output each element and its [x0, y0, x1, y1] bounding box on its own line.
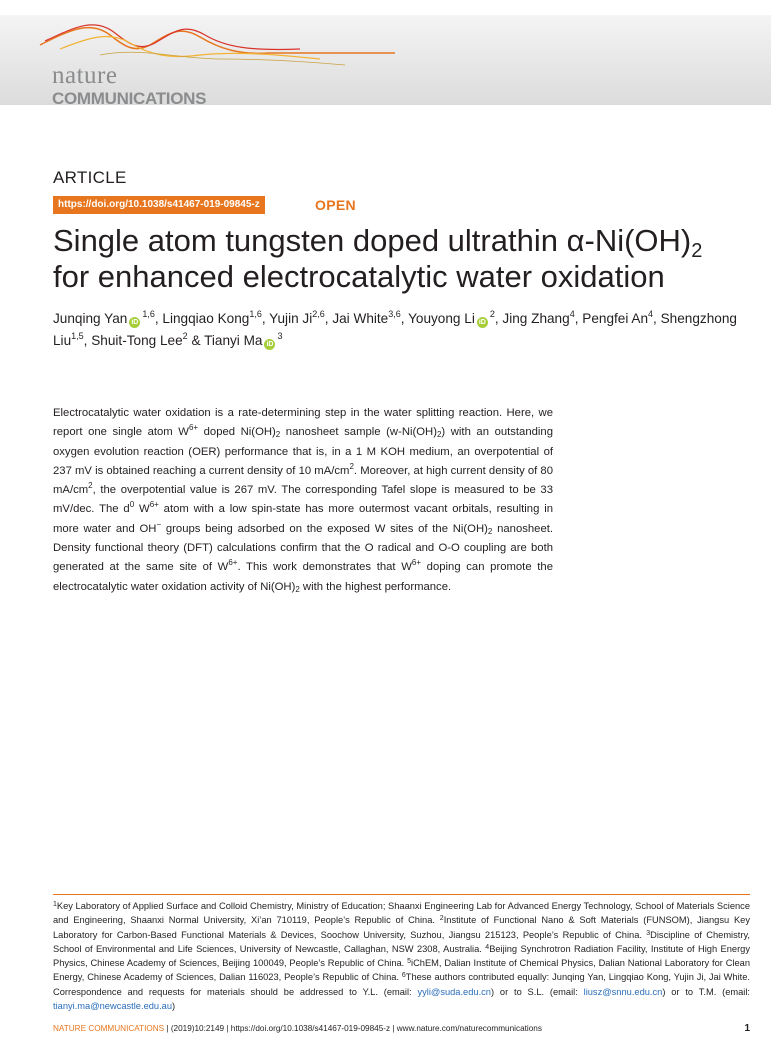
- superscript: 3: [646, 929, 651, 937]
- email-link[interactable]: tianyi.ma@newcastle.edu.au: [53, 1001, 172, 1012]
- superscript: 0: [129, 500, 135, 510]
- text-run: ): [172, 1001, 176, 1012]
- author-affiliation-sup: 3: [277, 331, 283, 341]
- text-run: Discipline of Chemistry, School of Environmental and Life Sciences, University of Newcastle, Callaghan, NSW 2308, Australia.: [53, 929, 750, 954]
- title-line1: Single atom tungsten doped ultrathin α-Ni(OH): [53, 223, 692, 258]
- author-name[interactable]: Youyong Li: [408, 311, 475, 326]
- footnote-divider: [53, 894, 750, 895]
- text-run: Key Laboratory of Applied Surface and Colloid Chemistry, Ministry of Education; Shaanxi Engineering Lab for Advanced Energy Technology, School of Materials Science and Engineering, Shaanxi Normal University, Xi’an 710119, People’s Republic of China.: [53, 901, 750, 926]
- text-run: Beijing Synchrotron Radiation Facility, Institute of High Energy Physics, Chinese Academy of Sciences, Beijing 100049, People’s Republic of China.: [53, 943, 750, 969]
- logo-communications-text: COMMUNICATIONS: [52, 89, 207, 105]
- text-run: nanosheet sample (w-Ni(OH): [280, 426, 437, 439]
- author-separator: &: [187, 333, 205, 348]
- superscript: 6+: [228, 558, 238, 568]
- text-run: with the highest performance.: [299, 580, 452, 593]
- author-name[interactable]: Lingqiao Kong: [162, 311, 250, 326]
- author-separator: ,: [83, 333, 92, 348]
- page-number: 1: [744, 1023, 750, 1034]
- article-title: [53, 223, 753, 295]
- superscript: 6+: [411, 558, 422, 568]
- text-run: ) or to S.L. (email:: [490, 986, 584, 997]
- superscript: 6+: [149, 500, 159, 510]
- text-run: iChEM, Dalian Institute of Chemical Physics, Dalian National Laboratory for Clean Energy, Chinese Academy of Sciences, Dalian 116023, People’s Republic of China.: [53, 958, 751, 983]
- superscript: 1: [53, 901, 57, 908]
- author-separator: ,: [261, 311, 270, 326]
- text-run: doping can promote the electrocatalytic water oxidation activity of Ni(OH): [53, 561, 553, 593]
- text-run: doped Ni(OH): [198, 426, 276, 439]
- subscript: 2: [487, 526, 493, 536]
- author-affiliation-sup: 2: [182, 331, 188, 341]
- text-run: W: [134, 503, 150, 516]
- author-affiliation-sup: 4: [569, 309, 575, 319]
- superscript: 6: [401, 972, 406, 980]
- author-affiliation-sup: 1,5: [71, 331, 84, 341]
- superscript: 2: [439, 915, 444, 923]
- author-affiliation-sup: 1,6: [249, 309, 262, 319]
- orcid-icon[interactable]: iD: [478, 319, 486, 326]
- author-name[interactable]: Pengfei An: [582, 311, 649, 326]
- journal-banner: [0, 15, 771, 105]
- superscript: 2: [88, 481, 93, 491]
- author-name[interactable]: Shengzhong Liu: [53, 311, 737, 348]
- author-name[interactable]: Jai White: [332, 311, 389, 326]
- author-name[interactable]: Jing Zhang: [502, 311, 570, 326]
- email-link[interactable]: liusz@snnu.edu.cn: [583, 986, 663, 997]
- footer-citation: | (2019)10:2149 | https://doi.org/10.1038/s41467-019-09845-z | www.nature.com/naturecommunications: [166, 1024, 542, 1033]
- subscript: 2: [295, 584, 300, 594]
- text-run: . Moreover, at high current density of 80 mA/cm: [53, 464, 554, 497]
- abstract-paragraph: [53, 404, 553, 597]
- author-list: [53, 308, 753, 352]
- superscript: 5: [407, 958, 412, 966]
- footer-journal-name: NATURE COMMUNICATIONS: [53, 1024, 165, 1033]
- subscript: 2: [275, 430, 281, 440]
- text-run: ) with an outstanding oxygen evolution reaction (OER) performance that is, in a 1 M KOH medium, an overpotential of 237 mV is obtained reaching a current density of 10 mA/cm: [53, 426, 553, 477]
- affiliations-footnote: [53, 899, 750, 1013]
- author-name[interactable]: Tianyi Ma: [204, 333, 263, 348]
- author-affiliation-sup: 2,6: [312, 309, 325, 319]
- author-separator: ,: [653, 311, 661, 326]
- title-subscript: 2: [691, 240, 703, 262]
- text-run: Electrocatalytic water oxidation is a rate-determining step in the water splitting reaction. Here, we report one single atom W: [53, 407, 553, 439]
- author-separator: ,: [154, 311, 163, 326]
- text-run: groups being adsorbed on the exposed W sites of the Ni(OH): [161, 522, 488, 535]
- text-run: atom with a low spin-state has more outermost vacant orbitals, resulting in more water and OH: [53, 503, 554, 535]
- superscript: 6+: [188, 423, 199, 433]
- superscript: 2: [349, 461, 354, 471]
- author-affiliation-sup: 1,6: [142, 309, 155, 319]
- orcid-icon[interactable]: iD: [266, 341, 274, 348]
- author-separator: ,: [494, 311, 503, 326]
- author-separator: ,: [400, 311, 409, 326]
- text-run: , the overpotential value is 267 mV. The corresponding Tafel slope is measured to be 33 mV/dec. The d: [53, 484, 553, 516]
- superscript: −: [156, 519, 162, 529]
- text-run: ) or to T.M. (email:: [662, 986, 751, 997]
- text-run: . This work demonstrates that W: [237, 561, 412, 574]
- title-line2: for enhanced electrocatalytic water oxidation: [53, 259, 665, 294]
- open-access-label: OPEN: [315, 197, 356, 213]
- orcid-icon[interactable]: iD: [131, 319, 139, 326]
- author-affiliation-sup: 4: [648, 309, 654, 319]
- page-footer: [53, 1024, 750, 1033]
- text-run: These authors contributed equally: Junqing Yan, Lingqiao Kong, Yujin Ji, Jai White. Correspondence and requests for materials should be addressed to Y.L. (email:: [53, 972, 750, 997]
- text-run: Institute of Functional Nano & Soft Materials (FUNSOM), Jiangsu Key Laboratory for Carbon-Based Functional Materials & Devices, Soochow University, Suzhou, Jiangsu 215123, People’s Republic of China.: [53, 915, 750, 940]
- doi-link-badge[interactable]: https://doi.org/10.1038/s41467-019-09845-z: [53, 196, 265, 214]
- article-type-label: ARTICLE: [53, 168, 127, 187]
- author-name[interactable]: Junqing Yan: [53, 311, 128, 326]
- author-affiliation-sup: 2: [489, 309, 495, 319]
- author-affiliation-sup: 3,6: [388, 309, 401, 319]
- text-run: nanosheet. Density functional theory (DFT) calculations confirm that the O radical and O-O coupling are both generated at the same site of W: [53, 522, 554, 574]
- logo-nature-text: nature: [52, 62, 118, 89]
- author-separator: ,: [324, 311, 333, 326]
- author-name[interactable]: Yujin Ji: [269, 311, 313, 326]
- author-separator: ,: [574, 311, 583, 326]
- author-name[interactable]: Shuit-Tong Lee: [91, 333, 183, 348]
- subscript: 2: [436, 430, 442, 440]
- superscript: 4: [485, 943, 490, 951]
- email-link[interactable]: yyli@suda.edu.cn: [417, 986, 491, 997]
